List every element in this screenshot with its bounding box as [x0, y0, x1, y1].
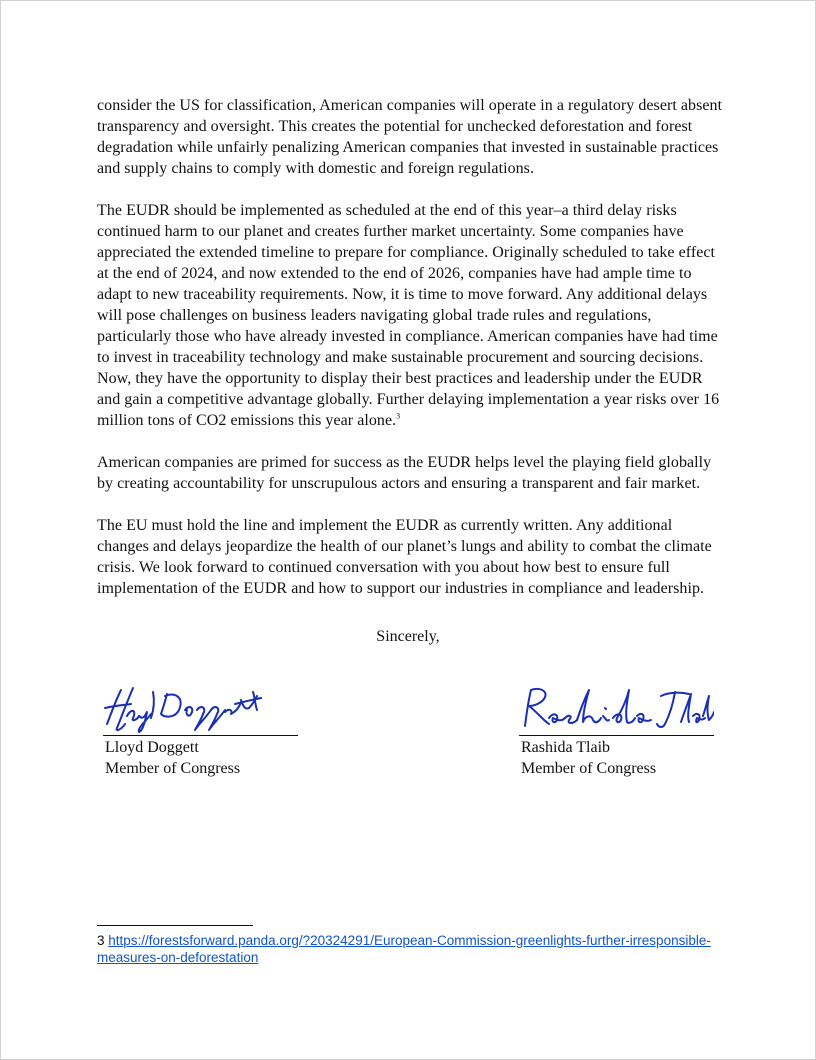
signature-line-doggett: [103, 735, 298, 736]
signature-doggett: [103, 680, 298, 735]
letter-body: [97, 95, 725, 620]
signatory-name-tlaib: Rashida Tlaib: [521, 739, 611, 756]
footnote-divider: [97, 925, 253, 926]
signature-block-tlaib: [519, 680, 714, 779]
signature-doggett-graphic: [103, 680, 273, 735]
paragraph-2: [97, 200, 725, 431]
signature-block-doggett: [103, 680, 298, 779]
footnote-number: 3: [97, 933, 105, 948]
footnote: [97, 932, 737, 966]
signatory-title-tlaib: Member of Congress: [521, 760, 657, 777]
footnote-reference[interactable]: 3: [396, 411, 401, 421]
signatory-name-doggett: Lloyd Doggett: [105, 739, 199, 756]
signature-line-tlaib: [519, 735, 714, 736]
signature-tlaib: [519, 680, 714, 735]
signature-tlaib-graphic: [519, 680, 714, 735]
paragraph-1: consider the US for classification, American companies will operate in a regulatory desert absent transparency and oversight. This creates the potential for unchecked deforestation and forest degradation while unfairly penalizing American companies that invested in sustainable practices and supply chains to comply with domestic and foreign regulations.: [97, 97, 723, 177]
paragraph-2-text: The EUDR should be implemented as scheduled at the end of this year–a third delay risks continued harm to our planet and creates further market uncertainty. Some companies have appreciated the extended timeline to prepare for compliance. Originally scheduled to take effect at the end of 2024, and now extended to the end of 2026, companies have had ample time to adapt to new traceability requirements. Now, it is time to move forward. Any additional delays will pose challenges on business leaders navigating global trade rules and regulations, particularly those who have already invested in compliance. American companies have had time to invest in traceability technology and make sustainable procurement and sourcing decisions. Now, they have the opportunity to display their best practices and leadership under the EUDR and gain a competitive advantage globally. Further delaying implementation a year risks over 16 million tons of CO2 emissions this year alone.: [97, 202, 720, 429]
paragraph-4: The EU must hold the line and implement the EUDR as currently written. Any additional changes and delays jeopardize the health of our planet’s lungs and ability to combat the climate crisis. We look forward to continued conversation with you about how best to ensure full implementation of the EUDR and how to support our industries in compliance and leadership.: [97, 517, 712, 597]
paragraph-3: American companies are primed for success as the EUDR helps level the playing field globally by creating accountability for unscrupulous actors and ensuring a transparent and fair market.: [97, 454, 712, 492]
signatory-title-doggett: Member of Congress: [105, 760, 241, 777]
closing: Sincerely,: [376, 628, 440, 645]
footnote-link[interactable]: https://forestsforward.panda.org/?20324291/European-Commission-greenlights-further-irresponsible-measures-on-deforestation: [97, 933, 711, 965]
